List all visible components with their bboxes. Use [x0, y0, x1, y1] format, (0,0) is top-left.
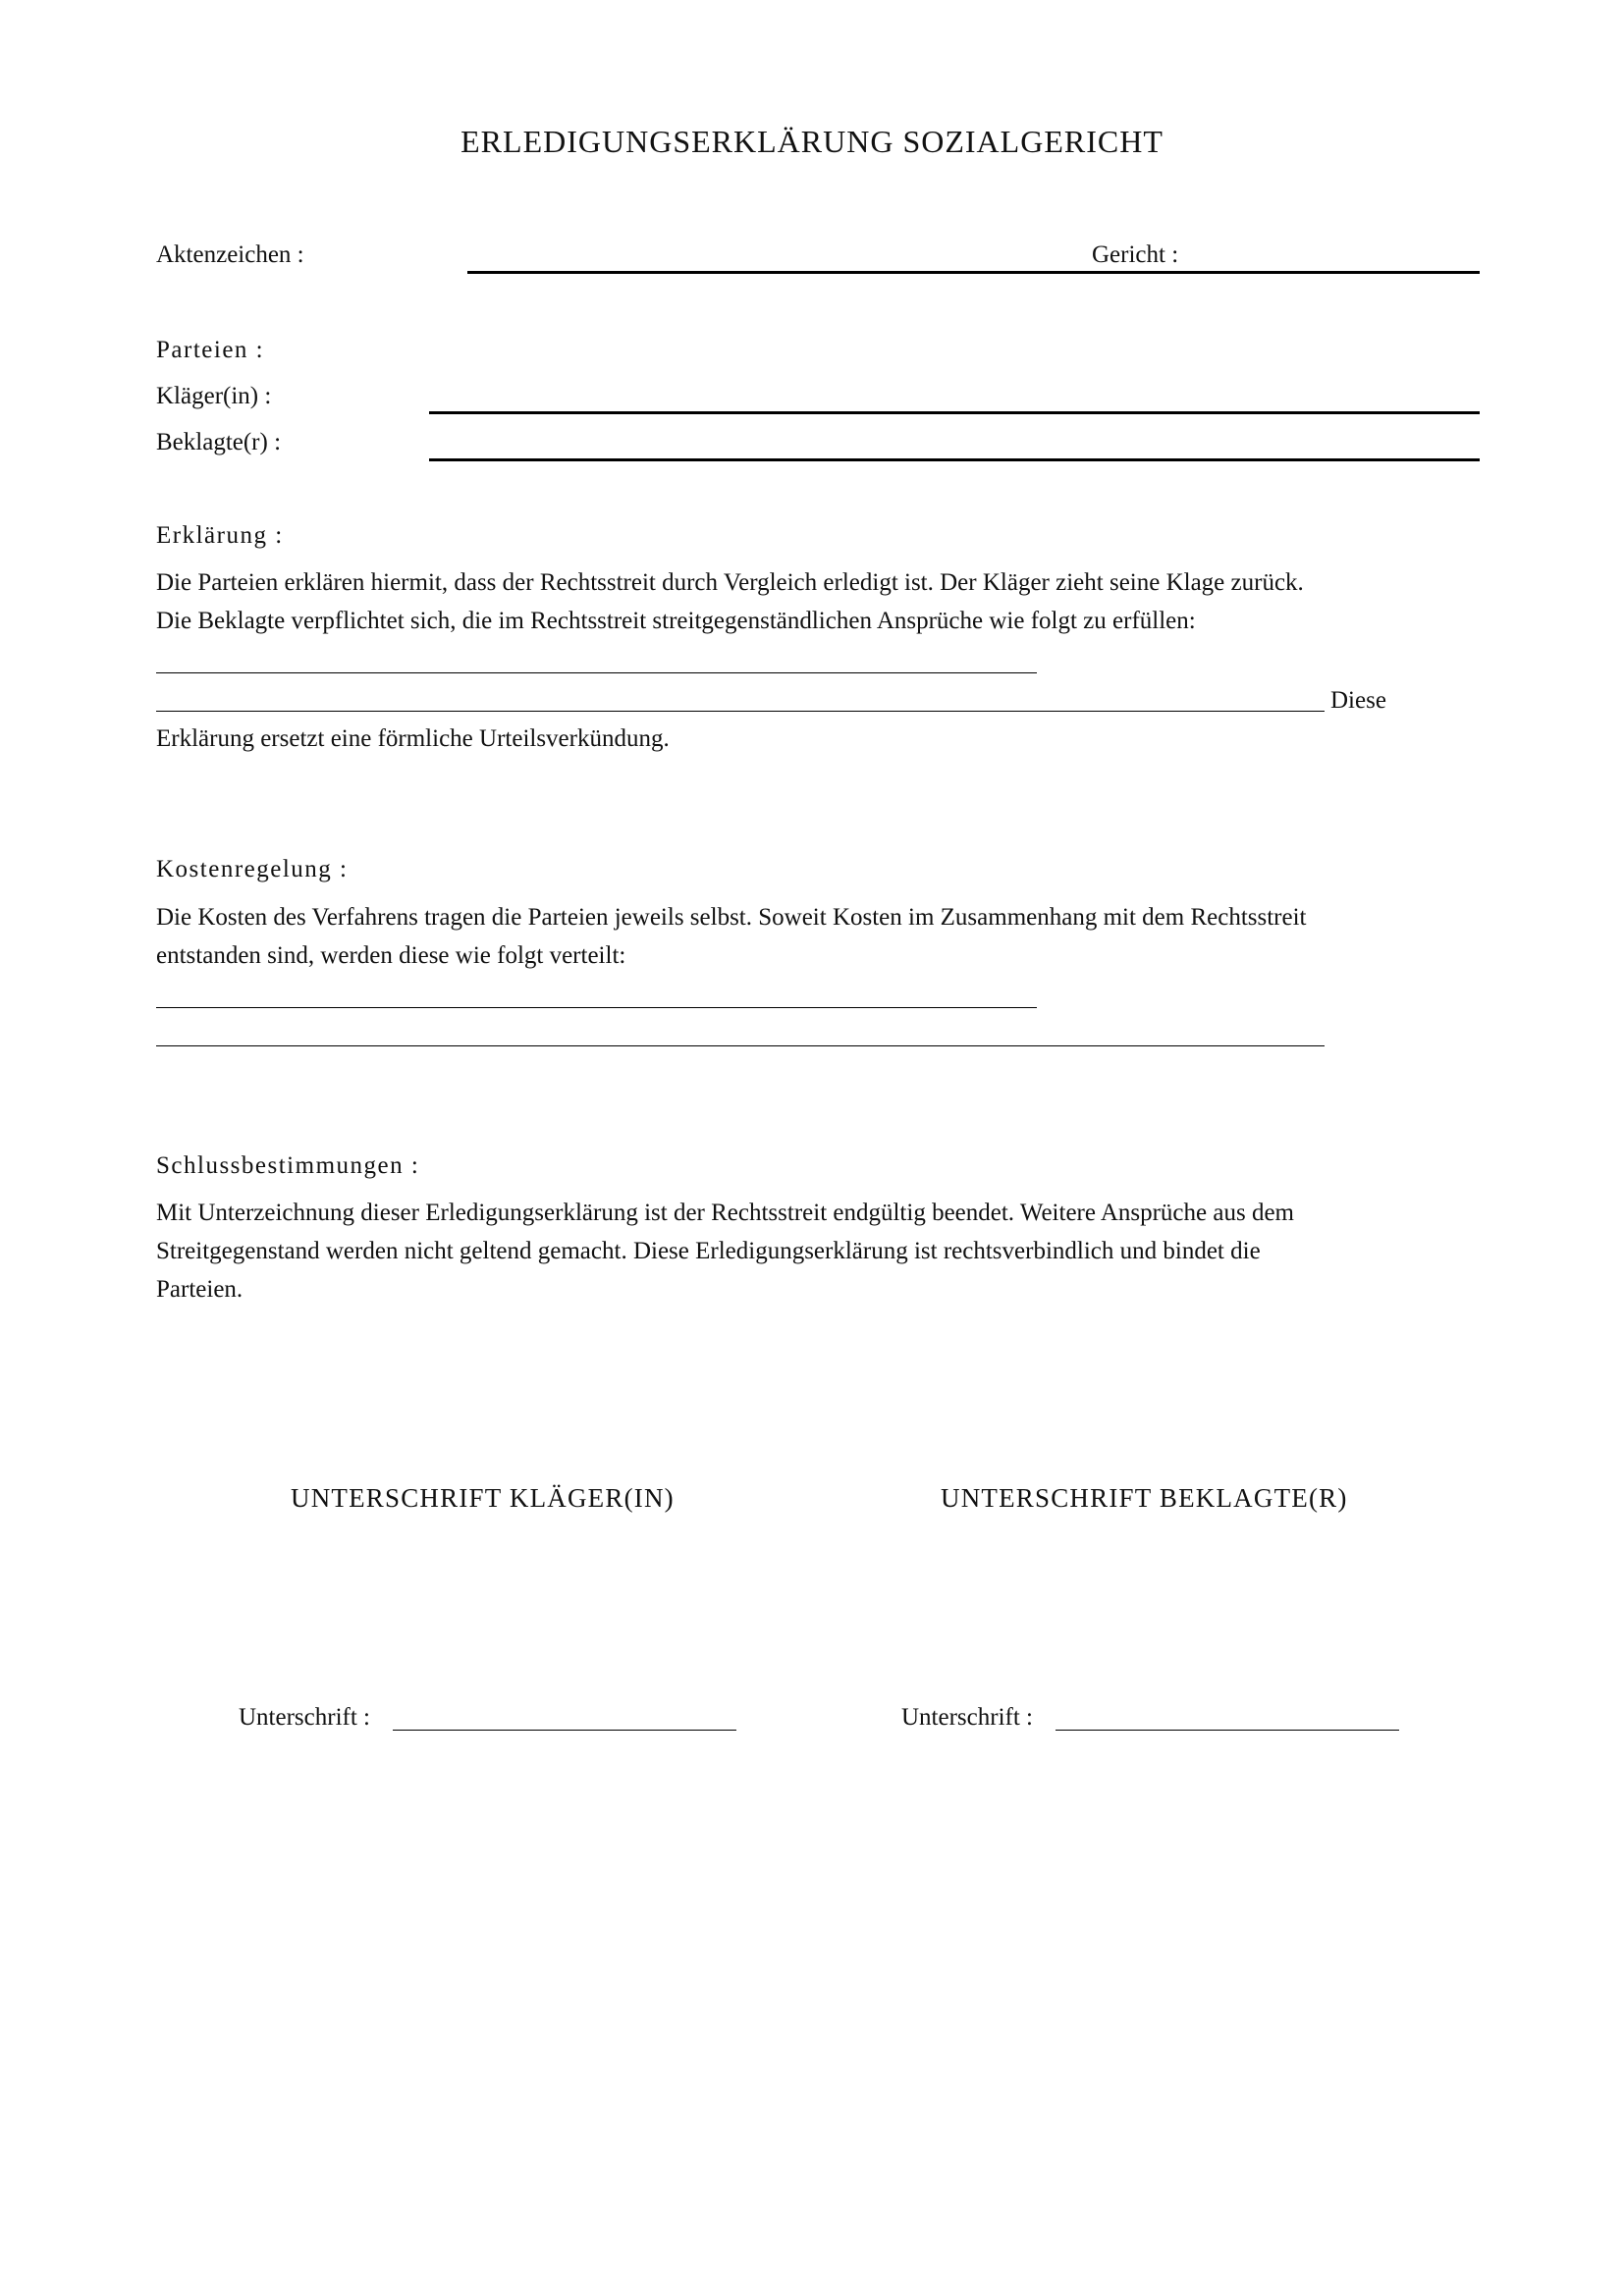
signature-heading-klaeger: UNTERSCHRIFT KLÄGER(IN): [291, 1483, 675, 1513]
parteien-label: Parteien :: [156, 337, 265, 363]
signature-line-beklagte[interactable]: [1056, 1730, 1399, 1731]
erklaerung-blank-line-2[interactable]: [156, 711, 1325, 712]
beklagte-field[interactable]: [429, 458, 1480, 461]
signature-label-beklagte: Unterschrift :: [901, 1704, 1033, 1731]
kosten-heading: Kostenregelung :: [156, 856, 349, 882]
erklaerung-text-line-3: Erklärung ersetzt eine förmliche Urteilsverkündung.: [156, 725, 670, 752]
kosten-blank-line-1[interactable]: [156, 1007, 1037, 1008]
klaeger-field[interactable]: [429, 411, 1480, 414]
erklaerung-text-line-2: Die Beklagte verpflichtet sich, die im Rechtsstreit streitgegenständlichen Ansprüche wie folgt zu erfüllen:: [156, 608, 1196, 634]
schluss-text-line-3: Parteien.: [156, 1276, 244, 1303]
kosten-text-line-1: Die Kosten des Verfahrens tragen die Parteien jeweils selbst. Soweit Kosten im Zusammenhang mit dem Rechtsstreit: [156, 904, 1307, 931]
gericht-label: Gericht :: [1092, 241, 1179, 268]
erklaerung-text-diese: Diese: [1330, 687, 1386, 714]
erklaerung-blank-line-1[interactable]: [156, 672, 1037, 673]
aktenzeichen-field[interactable]: [467, 271, 1480, 274]
kosten-text-line-2: entstanden sind, werden diese wie folgt verteilt:: [156, 942, 626, 969]
signature-label-klaeger: Unterschrift :: [239, 1704, 370, 1731]
erklaerung-heading: Erklärung :: [156, 522, 284, 549]
signature-heading-beklagte: UNTERSCHRIFT BEKLAGTE(R): [941, 1483, 1348, 1513]
schluss-heading: Schlussbestimmungen :: [156, 1152, 420, 1179]
beklagte-label: Beklagte(r) :: [156, 429, 282, 455]
signature-line-klaeger[interactable]: [393, 1730, 736, 1731]
schluss-text-line-1: Mit Unterzeichnung dieser Erledigungserklärung ist der Rechtsstreit endgültig beendet. Weitere Ansprüche aus dem: [156, 1200, 1294, 1226]
aktenzeichen-label: Aktenzeichen :: [156, 241, 304, 268]
schluss-text-line-2: Streitgegenstand werden nicht geltend gemacht. Diese Erledigungserklärung ist rechtsverbindlich und bindet die: [156, 1238, 1261, 1264]
kosten-blank-line-2[interactable]: [156, 1045, 1325, 1046]
klaeger-label: Kläger(in) :: [156, 383, 272, 409]
erklaerung-text-line-1: Die Parteien erklären hiermit, dass der Rechtsstreit durch Vergleich erledigt ist. Der Kläger zieht seine Klage zurück.: [156, 569, 1304, 596]
document-title: ERLEDIGUNGSERKLÄRUNG SOZIALGERICHT: [460, 124, 1164, 159]
